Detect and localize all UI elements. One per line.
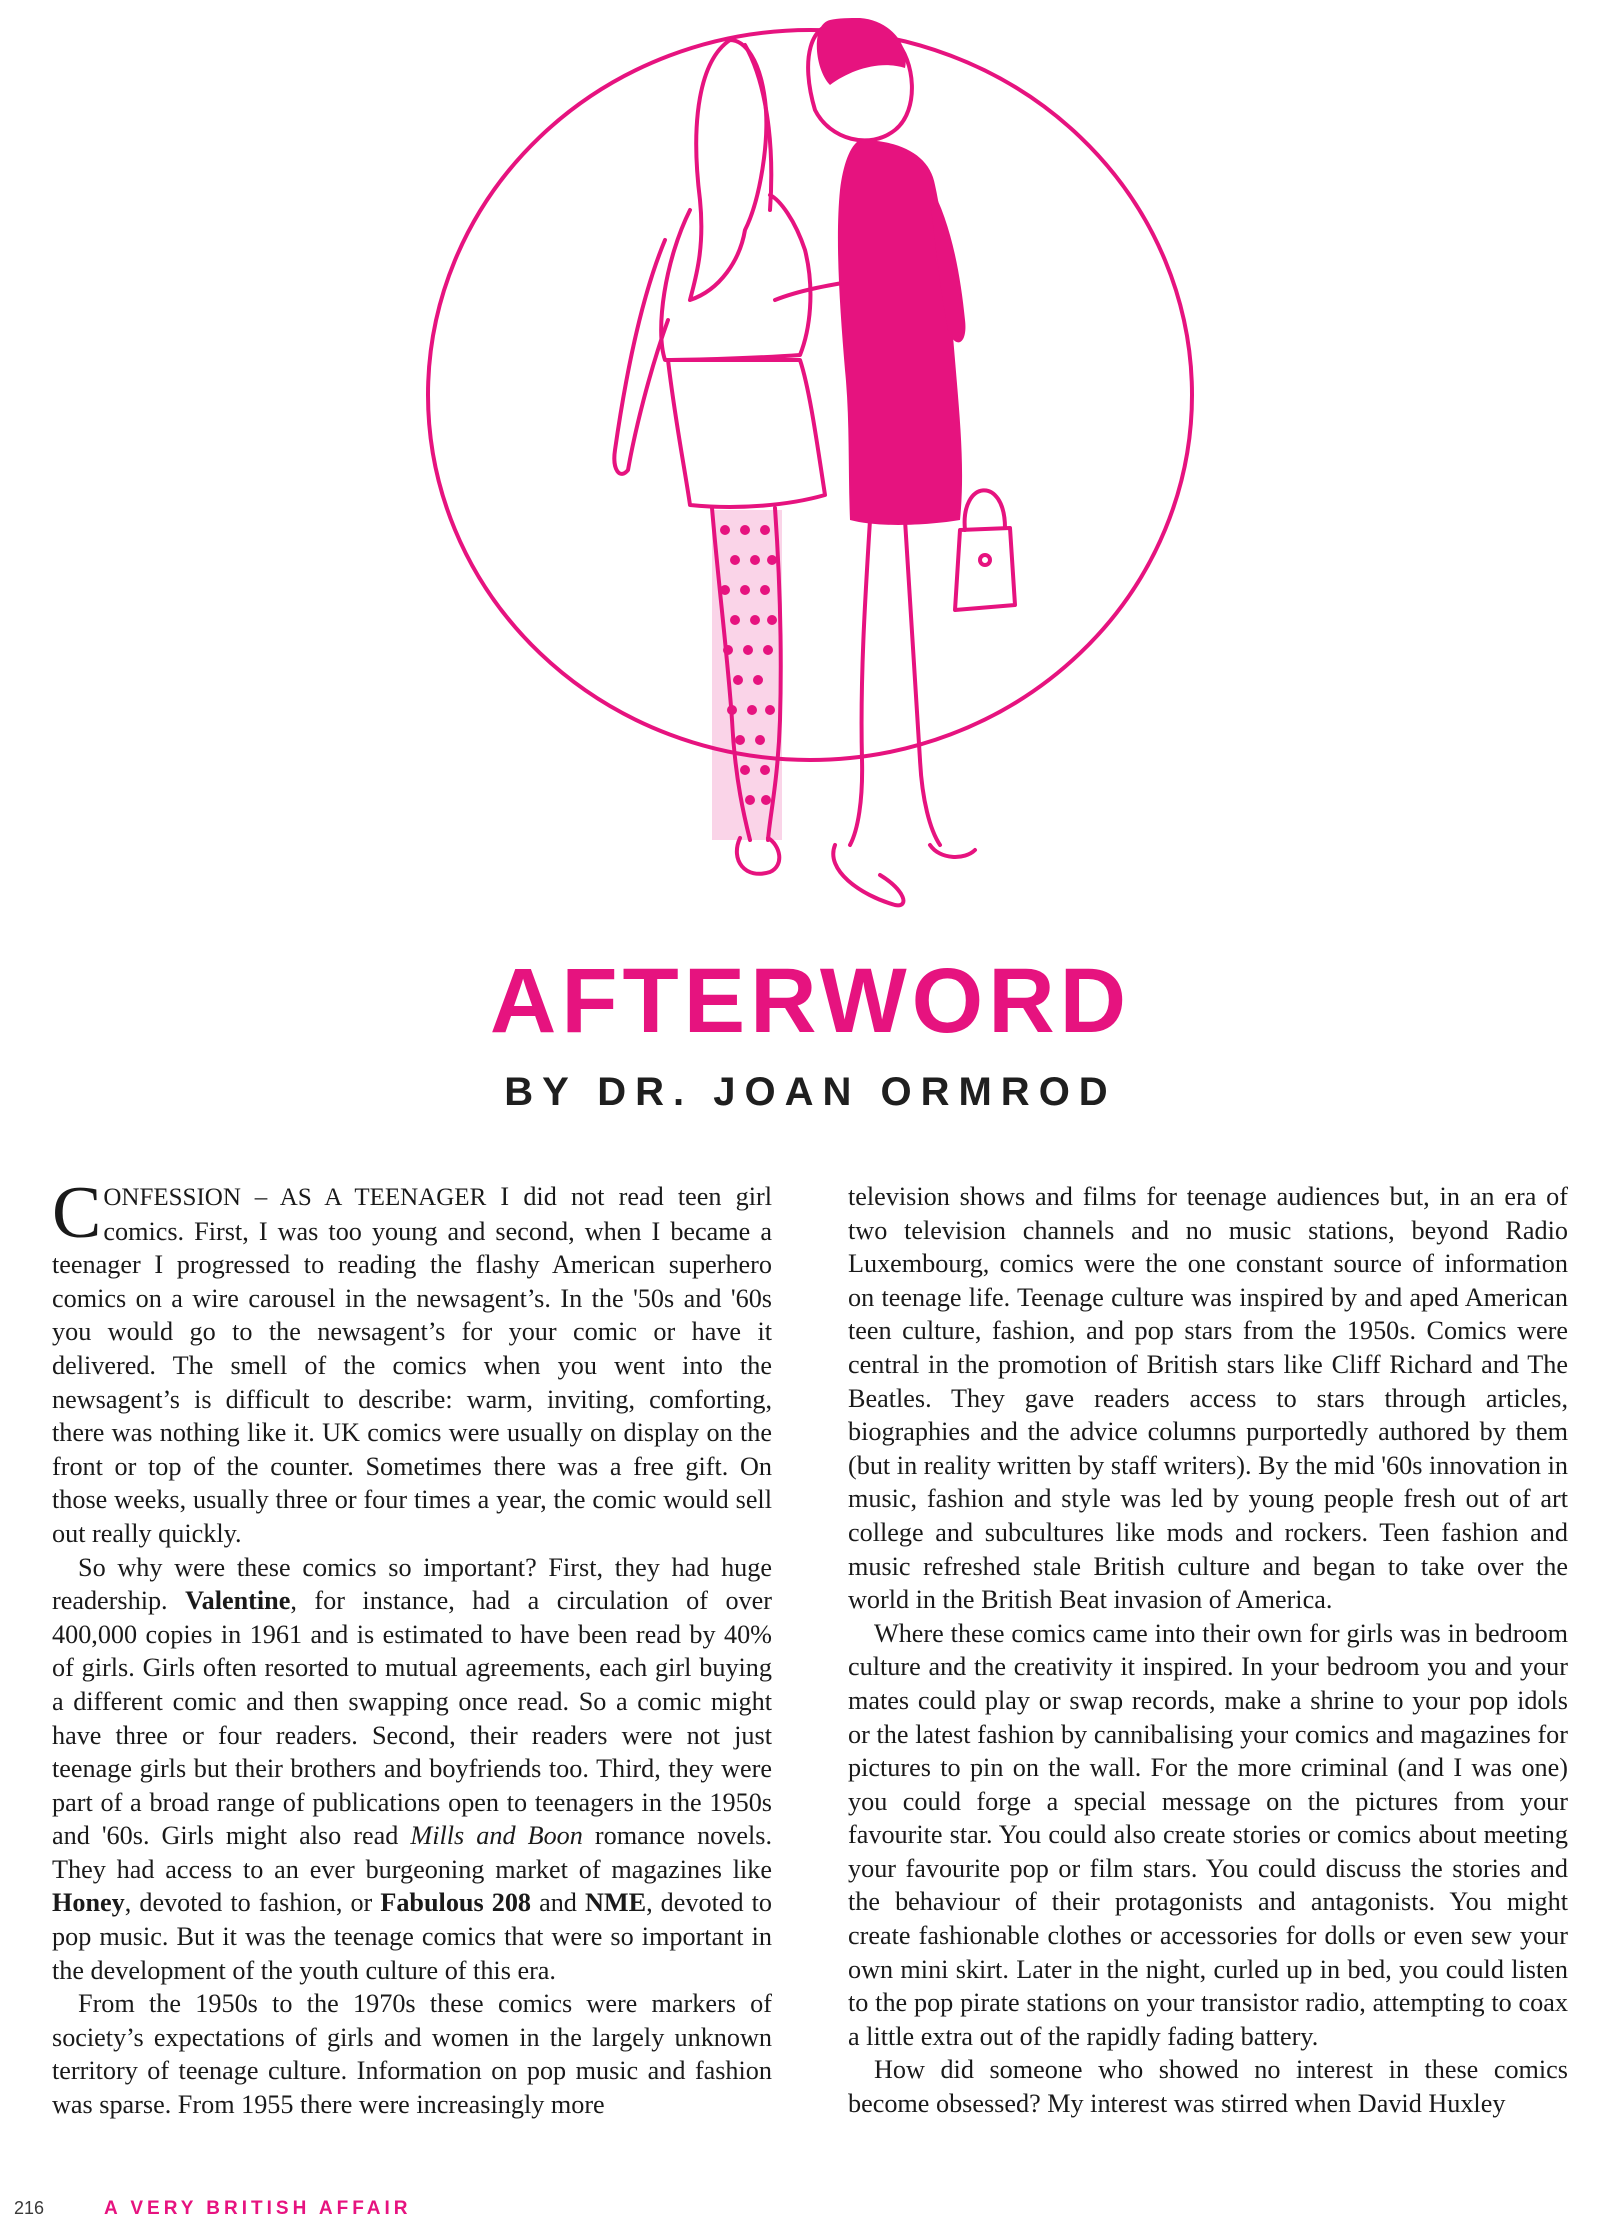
paragraph: television shows and films for teenage audiences but, in an era of two television channels and no music stations, beyond Radio Luxembourg, comics were the one constant source of information on teenage life. Teenage culture was inspired by and aped American teen culture, fashion, and pop stars from the 1950s. Comics were central in the promotion of British stars like Cliff Richard and The Beatles. They gave readers access to stars through articles, biographies and the advice columns purportedly authored by them (but in reality written by staff writers). By the mid '60s innovation in music, fashion and style was led by young people fresh out of art college and subcultures like mods and rockers. Teen fashion and music refreshed stale British culture and began to take over the world in the British Beat invasion of America. [848,1182,1568,1615]
author-byline: BY DR. JOAN ORMROD [504,1070,1117,1114]
paragraph-text: romance novels. They had access to an ever burgeoning market of magazines like [52,1821,772,1884]
magazine-title: NME [584,1888,647,1918]
magazine-title: Honey [52,1888,125,1918]
paragraph-text: and [531,1888,585,1918]
paragraph: From the 1950s to the 1970s these comics were markers of society’s expectations of girls and women in the largely unknown territory of teenage culture. Information on pop music and fashion was sparse. From 1955 there were increasingly more [52,1989,772,2120]
page-title: AFTERWORD [489,950,1132,1052]
opening-words: ONFESSION – AS A TEENAGER [103,1184,487,1211]
magazine-title: Fabulous 208 [380,1888,532,1918]
page-number: 216 [14,2198,45,2218]
two-girls-illustration [0,0,1621,930]
article-column-right [848,1180,1568,2121]
paragraph-text: So why were these comics so important? First, they had huge readership. [52,1552,772,1616]
paragraph: Where these comics came into their own for girls was in bedroom culture and the creativity it inspired. In your bedroom you and your mates could play or swap records, make a shrine to your pop idols or the latest fashion by cannibalising your comics and magazines for pictures to pin on the wall. For the more criminal (and I was one) you could forge a special message on the pictures from your favourite star. You could also create stories or comics about meeting your favourite pop or film stars. You could discuss the stories and the behaviour of their protagonists and antagonists. You might create fashionable clothes or accessories for dolls or even sew your own mini skirt. Later in the night, curled up in bed, you could listen to the pop pirate stations on your transistor radio, attempting to coax a little extra out of the rapidly fading battery. [848,1618,1568,2051]
running-title: A VERY BRITISH AFFAIR [104,2198,412,2219]
book-title: Mills and Boon [410,1821,583,1851]
drop-cap: C [52,1172,102,1254]
paragraph-text: , for instance, had a circulation of over 400,000 copies in 1961 and is estimated to have been read by 40% of girls. Girls often resorted to mutual agreements, each girl buying a different comic and then swapping once read. So a comic might have three or four readers. Second, their readers were not just teenage girls but their brothers and boyfriends too. Third, they were part of a broad range of publications open to teenagers in the 1950s and '60s. Girls might also read [52,1586,773,1851]
paragraph: How did someone who showed no interest in these comics become obsessed? My interest was stirred when David Huxley [848,2055,1568,2119]
comic-title: Valentine [185,1586,291,1616]
paragraph [52,1551,772,1988]
paragraph-text: , devoted to fashion, or [124,1888,381,1918]
paragraph-text: I did not read teen girl comics. First, I was too young and second, when I became a teenager I progressed to reading the flashy American superhero comics on a wire carousel in the newsagent’s. In the '50s and '60s you would go to the newsagent’s for your comic or have it delivered. The smell of the comics when you went into the newsagent’s is difficult to describe: warm, inviting, comforting, there was nothing like it. UK comics were usually on display on the front or top of the counter. Sometimes there was a free gift. On those weeks, usually three or four times a year, the comic would sell out really quickly. [52,1182,772,1548]
paragraph [52,1172,772,1551]
paragraph-text: , devoted to pop music. But it was the teenage comics that were so important in the development of the youth culture of this era. [52,1888,772,1985]
page-footer [14,2198,412,2218]
article-column-left [52,1172,773,2122]
